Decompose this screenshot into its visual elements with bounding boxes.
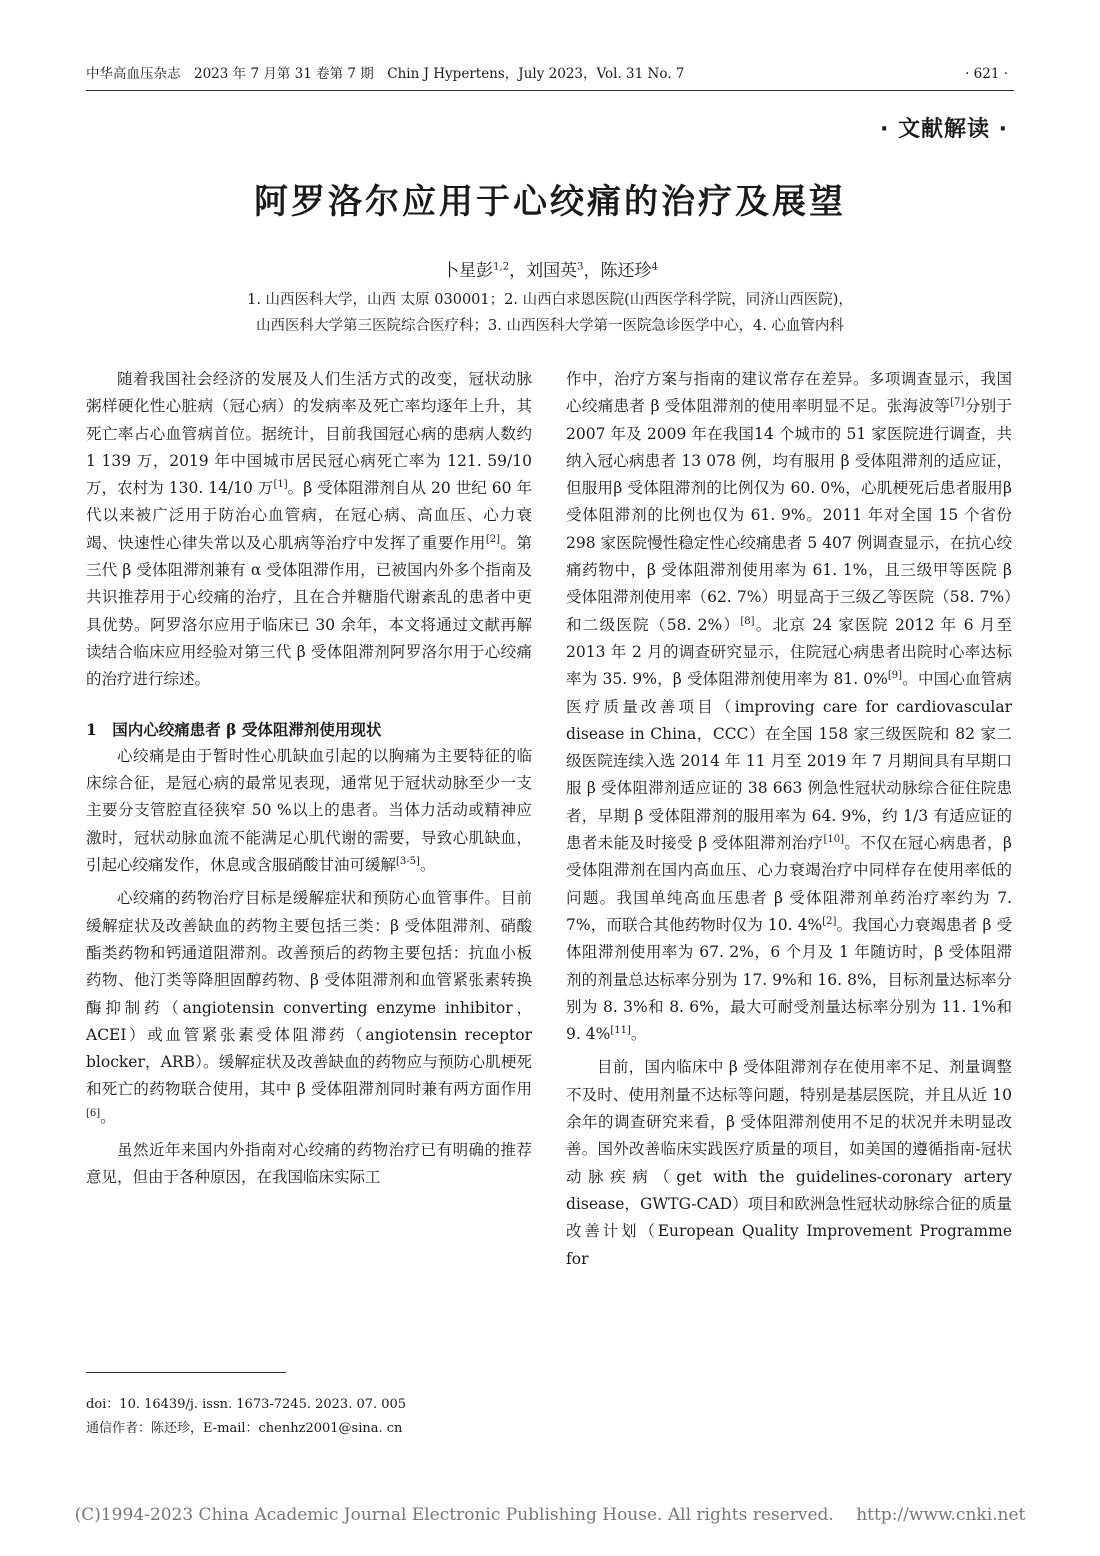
left-column xyxy=(86,366,532,1192)
body-paragraph: 作中，治疗方案与指南的建议常存在差异。多项调查显示，我国心绞痛患者 β 受体阻滞剂的使用率明显不足。张海波等[7]分别于 2007 年及 2009 年在我国14 个城市的 51 家医院进行调查，共纳入冠心病患者 13 078 例，均有服用 β 受体阻滞剂的适应证，但服用β 受体阻滞剂的比例仅为 60. 0%，心肌梗死后患者服用β 受体阻滞剂的比例也仅为 61. 9%。2011 年对全国 15 个省份 298 家医院慢性稳定性心绞痛患者 5 407 例调查显示，在抗心绞痛药物中，β 受体阻滞剂使用率为 61. 1%，且三级甲等医院 β 受体阻滞剂使用率（62. 7%）明显高于三级乙等医院（58. 7%）和二级医院（58. 2%）[8]。北京 24 家医院 2012 年 6 月至 2013 年 2 月的调查研究显示，住院冠心病患者出院时心率达标率为 35. 9%，β 受体阻滞剂使用率为 81. 0%[9]。中国心血管病医疗质量改善项目（improving care for cardiovascular disease in China，CCC）在全国 158 家三级医院和 82 家二级医院连续入选 2014 年 11 月至 2019 年 7 月期间具有早期口服 β 受体阻滞剂适应证的 38 663 例急性冠状动脉综合征住院患者，早期 β 受体阻滞剂的服用率为 64. 9%，约 1/3 有适应证的患者未能及时接受 β 受体阻滞剂治疗[10]。不仅在冠心病患者，β 受体阻滞剂在国内高血压、心力衰竭治疗中同样存在使用率低的问题。我国单纯高血压患者 β 受体阻滞剂单药治疗率约为 7. 7%，而联合其他药物时仅为 10. 4%[2]。我国心力衰竭患者 β 受体阻滞剂使用率为 67. 2%，6 个月及 1 年随访时，β 受体阻滞剂的剂量总达标率分别为 17. 9%和 16. 8%，目标剂量达标率分别为 8. 3%和 8. 6%，最大可耐受剂量达标率分别为 11. 1%和 9. 4%[11]。 xyxy=(566,370,1013,1044)
body-paragraph: 虽然近年来国内外指南对心绞痛的药物治疗已有明确的推荐意见，但由于各种原因，在我国临床实际工 xyxy=(86,1141,532,1187)
doi-footnote: doi：10. 16439/j. issn. 1673-7245. 2023. 07. 005 xyxy=(86,1397,407,1412)
body-paragraph: 心绞痛是由于暂时性心肌缺血引起的以胸痛为主要特征的临床综合征，是冠心病的最常见表现，通常见于冠状动脉至少一支主要分支管腔直径狭窄 50 %以上的患者。当体力活动或精神应激时，冠状动脉血流不能满足心肌代谢的需要，导致心肌缺血，引起心绞痛发作，休息或含服硝酸甘油可缓解[3-5]。 xyxy=(86,746,532,875)
citation-ref: [6] xyxy=(86,1107,101,1119)
citation-ref: [3-5] xyxy=(396,855,420,867)
author-list xyxy=(0,256,1100,281)
footnote-divider xyxy=(86,1372,286,1373)
running-header xyxy=(86,64,1014,91)
citation-ref: [11] xyxy=(610,1024,631,1036)
section-tag: · 文献解读 · xyxy=(879,117,1008,142)
citation-ref: [7] xyxy=(950,397,965,409)
right-column xyxy=(566,366,1012,1273)
citation-ref: [8] xyxy=(740,615,755,627)
page-number: · 621 · xyxy=(965,66,1008,82)
author-affiliation-mark: 3 xyxy=(577,261,584,273)
citation-ref: [2] xyxy=(485,533,500,545)
author-affiliation-mark: 4 xyxy=(651,261,658,273)
copyright-notice: (C)1994-2023 China Academic Journal Electronic Publishing House. All rights reserved. http://www.cnki.net xyxy=(74,1505,1026,1525)
author-name: ，陈还珍 xyxy=(583,261,652,281)
citation-ref: [10] xyxy=(823,833,845,845)
corresponding-author-footnote: 通信作者：陈还珍，E-mail：chenhz2001@sina. cn xyxy=(86,1421,403,1436)
article-title: 阿罗洛尔应用于心绞痛的治疗及展望 xyxy=(254,182,846,222)
section-heading: 1 国内心绞痛患者 β 受体阻滞剂使用现状 xyxy=(86,719,382,739)
body-paragraph: 目前，国内临床中 β 受体阻滞剂存在使用率不足、剂量调整不及时、使用剂量不达标等问题，特别是基层医院，并且从近 10 余年的调查研究来看，β 受体阻滞剂使用不足的状况并未明显改善。国外改善临床实践医疗质量的项目，如美国的遵循指南-冠状动脉疾病（get with the guidelines-coronary artery disease，GWTG-CAD）项目和欧洲急性冠状动脉综合征的质量改善计划（European Quality Improvement Programme for xyxy=(566,1058,1012,1268)
body-paragraph: 心绞痛的药物治疗目标是缓解症状和预防心血管事件。目前缓解症状及改善缺血的药物主要包括三类：β 受体阻滞剂、硝酸酯类药物和钙通道阻滞剂。改善预后的药物主要包括：抗血小板药物、他汀类等降胆固醇药物、β 受体阻滞剂和血管紧张素转换酶抑制药（angiotensin converting enzyme inhibitor，ACEI）或血管紧张素受体阻滞药（angiotensin receptor blocker，ARB）。缓解症状及改善缺血的药物应与预防心肌梗死和死亡的药物联合使用，其中 β 受体阻滞剂同时兼有两方面作用[6]。 xyxy=(86,889,532,1126)
affiliation-line: 1. 山西医科大学，山西 太原 030001；2. 山西白求恩医院(山西医学科学院，同济山西医院)， xyxy=(247,292,853,308)
citation-ref: [1] xyxy=(273,479,288,491)
author-affiliation-mark: 1,2 xyxy=(493,261,510,273)
author-name: ，刘国英 xyxy=(509,261,578,281)
affiliation-line: 山西医科大学第三医院综合医疗科；3. 山西医科大学第一医院急诊医学中心，4. 心血管内科 xyxy=(256,318,844,334)
journal-citation: 中华高血压杂志 2023 年 7 月第 31 卷第 7 期 Chin J Hypertens，July 2023，Vol. 31 No. 7 xyxy=(86,66,685,82)
author-name: 卜星彭 xyxy=(442,261,494,281)
citation-ref: [9] xyxy=(887,670,903,682)
citation-ref: [2] xyxy=(822,915,837,927)
body-paragraph: 随着我国社会经济的发展及人们生活方式的改变，冠状动脉粥样硬化性心脏病（冠心病）的发病率及死亡率均逐年上升，其死亡率占心血管病首位。据统计，目前我国冠心病的患病人数约 1 139 万，2019 年中国城市居民冠心病死亡率为 121. 59/10 万，农村为 130. 14/10 万[1]。β 受体阻滞剂自从 20 世纪 60 年代以来被广泛用于防治心血管病，在冠心病、高血压、心力衰竭、快速性心律失常以及心肌病等治疗中发挥了重要作用[2]。第三代 β 受体阻滞剂兼有 α 受体阻滞作用，已被国内外多个指南及共识推荐用于心绞痛的治疗，且在合并糖脂代谢紊乱的患者中更具优势。阿罗洛尔应用于临床已 30 余年，本文将通过文献再解读结合临床应用经验对第三代 β 受体阻滞剂阿罗洛尔用于心绞痛的治疗进行综述。 xyxy=(86,370,532,689)
